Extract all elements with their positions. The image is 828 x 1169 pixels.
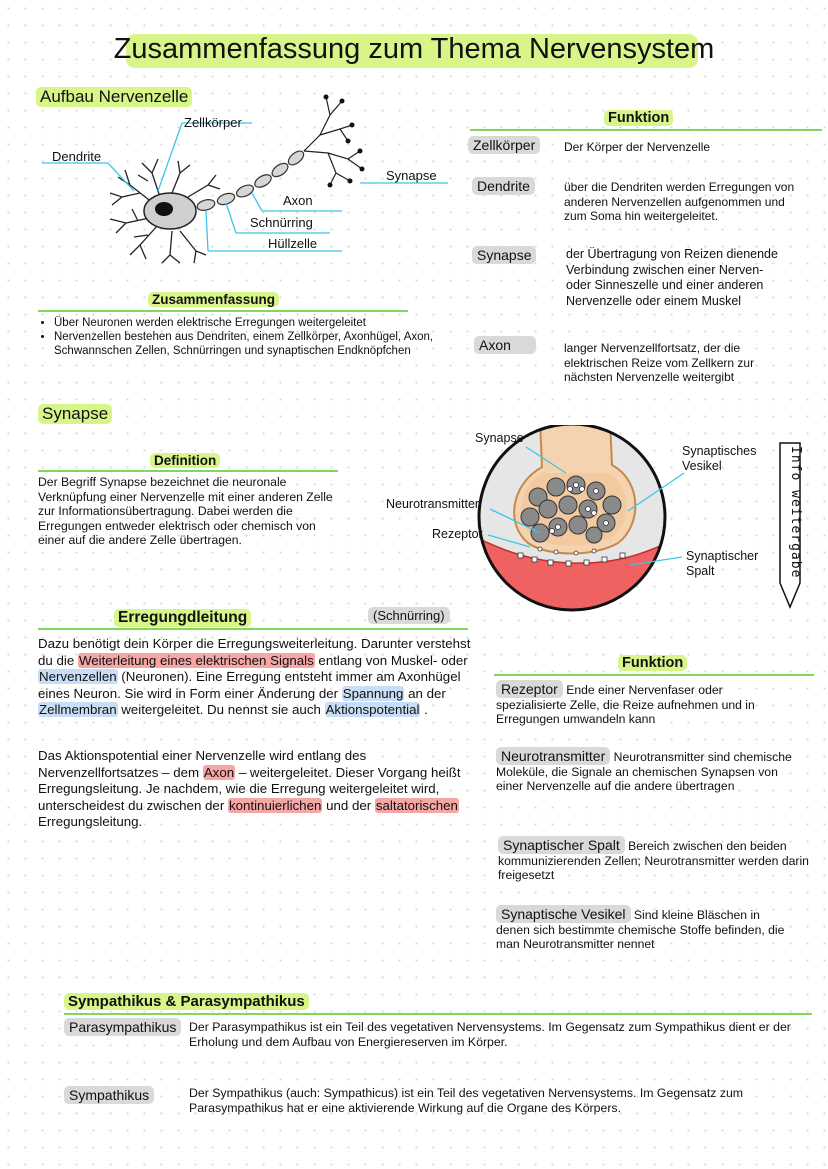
text-parasympathikus: Der Parasympathikus ist ein Teil des vegetativen Nervensystems. Im Gegensatz zum Sympathikus dient er der Erholung und dem Aufbau von Energiereserven im Körper. (189, 1020, 791, 1049)
label-dendrite: Dendrite (52, 149, 102, 164)
paragraph-text: Dazu benötigt dein Körper die Erregungsweiterleitung. Darunter verstehst du die (38, 636, 471, 668)
text-sympathikus: Der Sympathikus (auch: Sympathicus) ist ein Teil des vegetativen Nervensystems. Im Gegensatz zum Parasympathikus hat er eine aktivierende Wirkung auf die Organe des Körpers. (189, 1086, 744, 1115)
diagram-label-neurotransmitter: Neurotransmitter (386, 497, 480, 511)
sympathikus-underline (64, 1013, 812, 1015)
side-label-info-weitergabe: Info weitergabe (788, 446, 803, 579)
zusammenfassung-underline (38, 310, 408, 312)
paragraph-text: – weitergeleitet. Dieser Vorgang heißt Erregungsleitung. Je nachdem, wie die Erregung weitergeleitet wird, unterscheidest du zwischen der (38, 764, 461, 813)
zusammenfassung-bullet: • Über Neuronen werden elektrische Erregungen weitergeleitet (54, 316, 434, 330)
highlight-blue: Spannung (342, 685, 404, 701)
erregung-paragraph-1 (38, 636, 474, 719)
erregung-tag: (Schnürring) (368, 607, 450, 624)
definition-heading: Definition (150, 453, 220, 468)
synapse-heading: Synapse (38, 404, 112, 424)
paragraph-text: und der (322, 797, 375, 813)
label-huellzelle: Hüllzelle (268, 236, 318, 251)
zusammenfassung-bullet: • Nervenzellen bestehen aus Dendriten, einem Zellkörper, Axonhügel, Axon, Schwannschen Zellen, Schnürringen und synaptischen Endknöpfchen (54, 330, 434, 358)
sympathikus-heading: Sympathikus & Parasympathikus (64, 993, 309, 1010)
label-zellkoerper: Zellkörper (184, 115, 242, 130)
funktion1-text-zellkoerper: Der Körper der Nervenzelle (564, 140, 711, 154)
zusammenfassung-list (36, 316, 434, 358)
erregung-underline (38, 628, 468, 630)
definition-text: Der Begriff Synapse bezeichnet die neuronale Verknüpfung einer Nervenzelle mit einer anderen Zelle zur Informationsübertragung. Dabei werden die Erregungen entweder elektrisch oder chemisch von einer auf die andere Zelle übertragen. (38, 475, 333, 547)
funktion1-text-synapse: der Übertragung von Reizen dienende Verbindung zwischen einer Nerven- oder Sinneszelle und einer anderen Nervenzelle oder einem Muskel (566, 247, 778, 308)
funktion1-term-axon: Axon (474, 336, 536, 354)
diagram-label-synapse: Synapse (475, 431, 524, 445)
funktion2-item-rezeptor (496, 682, 796, 727)
funktion2-term-neurotransmitter: Neurotransmitter (496, 747, 610, 765)
funktion2-underline (494, 674, 814, 676)
funktion2-term-spalt: Synaptischer Spalt (498, 836, 625, 854)
zusammenfassung-heading: Zusammenfassung (148, 292, 279, 307)
paragraph-text: weitergeleitet. Du nennst sie auch (117, 702, 325, 717)
label-axon: Axon (283, 193, 313, 208)
erregung-paragraph-2 (38, 748, 474, 831)
funktion2-item-vesikel (496, 907, 796, 952)
term-parasympathikus: Parasympathikus (64, 1018, 181, 1036)
funktion2-term-rezeptor: Rezeptor (496, 680, 563, 698)
funktion2-term-vesikel: Synaptische Vesikel (496, 905, 631, 923)
axon-terminals-drawing (304, 97, 362, 185)
funktion2-item-neurotransmitter (496, 749, 796, 794)
neuron-heading: Aufbau Nervenzelle (36, 87, 192, 107)
label-synapse: Synapse (386, 168, 437, 183)
highlight-red: Weiterleitung eines elektrischen Signals (78, 652, 314, 668)
diagram-label-vesikel: Synaptisches Vesikel (682, 444, 757, 473)
funktion2-text-rezeptor: Ende einer Nervenfaser oder spezialisierte Zelle, die Reize aufnehmen und in Erregungen umwandeln kann (496, 683, 755, 726)
term-sympathikus: Sympathikus (64, 1086, 154, 1104)
funktion1-underline (470, 129, 822, 131)
funktion2-heading: Funktion (618, 655, 687, 671)
funktion1-term-zellkoerper: Zellkörper (468, 136, 540, 154)
page-title-text: Zusammenfassung zum Thema Nervensystem (113, 33, 715, 65)
paragraph-text: (Neuronen). Eine Erregung entsteht immer am Axonhügel eines Neuron. Sie wird in Form einer Änderung der (38, 669, 461, 701)
funktion2-text-neurotransmitter: Neurotransmitter sind chemische Moleküle, die Signale an chemischen Synapsen von einer Nervenzelle auf die andere übertragen (496, 750, 792, 793)
funktion2-text-vesikel: Sind kleine Bläschen in denen sich bestimmte chemische Stoffe befinden, die man Neurotransmitter nennet (496, 908, 785, 951)
funktion2-text-spalt: Bereich zwischen den beiden kommunizierenden Zellen; Neurotransmitter werden darin freigesetzt (498, 839, 809, 882)
highlight-blue: Nervenzellen (39, 669, 117, 684)
funktion1-heading: Funktion (604, 110, 673, 126)
paragraph-text: entlang von Muskel- oder (314, 652, 468, 668)
highlight-blue: Aktionspotential (325, 702, 420, 717)
funktion1-term-dendrite: Dendrite (472, 177, 535, 195)
paragraph-text: an der (404, 685, 446, 701)
erregung-heading: Erregungdleitung (114, 609, 251, 627)
paragraph-text: Das Aktionspotential einer Nervenzelle wird entlang des Nervenzellfortsatzes – dem (38, 748, 367, 780)
terminal-knobs (324, 95, 365, 188)
funktion1-text-axon: langer Nervenzellfortsatz, der die elektrischen Reize vom Zellkern zur nächsten Nervenzelle weitergibt (564, 341, 755, 384)
highlight-red: kontinuierlichen (228, 797, 322, 813)
paragraph-text: . (420, 702, 428, 717)
funktion1-term-synapse: Synapse (472, 246, 536, 264)
highlight-red: Axon (203, 764, 235, 780)
diagram-label-rezeptor: Rezeptor (432, 527, 483, 541)
paragraph-text: Erregungsleitung. (38, 814, 143, 829)
funktion2-item-spalt (498, 838, 818, 883)
highlight-blue: Zellmembran (39, 702, 117, 717)
diagram-label-spalt: Synaptischer Spalt (686, 549, 759, 578)
highlight-red: saltatorischen (375, 797, 458, 813)
label-schnuerring: Schnürring (250, 215, 313, 230)
funktion1-text-dendrite: über die Dendriten werden Erregungen von anderen Nervenzellen aufgenommen und zum Soma hin weitergeleitet. (564, 180, 795, 223)
definition-underline (38, 470, 338, 472)
